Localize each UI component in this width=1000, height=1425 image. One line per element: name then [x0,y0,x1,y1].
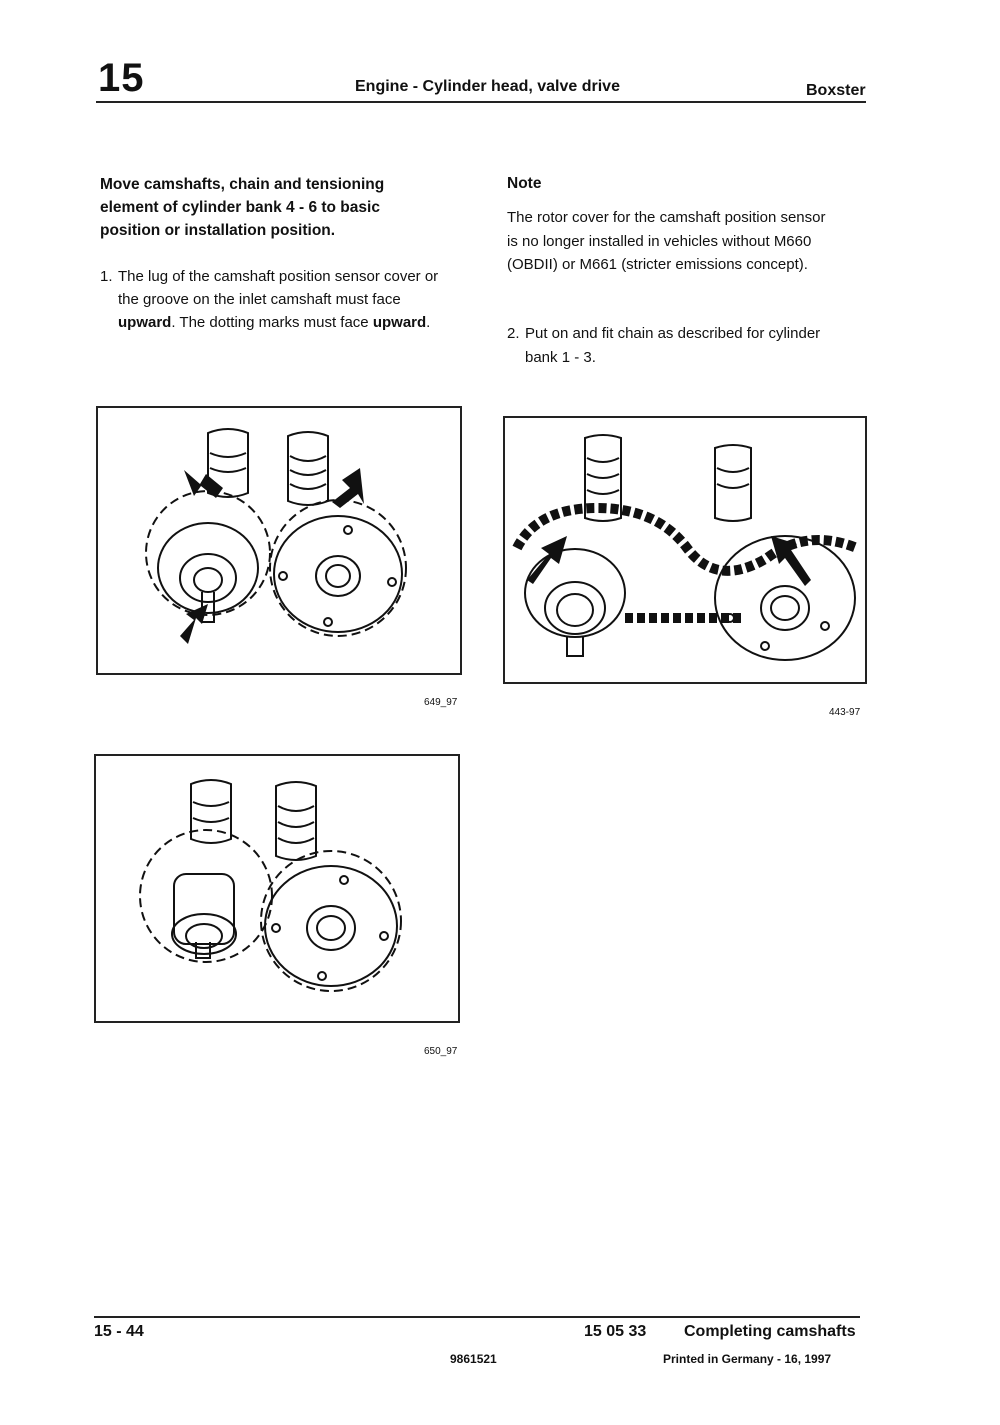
footer-rule [94,1316,860,1318]
procedure-heading: Move camshafts, chain and tensioning element of cylinder bank 4 - 6 to basic position or installation position. [100,176,385,239]
step-1-bold-b: upward [372,314,427,331]
document-number: 9861521 [450,1352,497,1366]
figure-3-reference: 650_97 [424,1046,458,1057]
figure-camshaft-sprockets-marked [96,406,462,675]
page-number: 15 - 44 [94,1323,144,1340]
figure-chain-fitted [503,416,867,684]
page-header-model: Boxster [806,82,866,99]
section-code: 15 05 33 [584,1323,647,1340]
note-body: The rotor cover for the camshaft position sensor is no longer installed in vehicles without M660 (OBDII) or M661 (stricter emissions concept). [507,209,826,273]
step-1-text-b: . The dotting marks must face [171,314,373,331]
camshaft-sprockets-illustration [98,408,460,673]
step-1-bold-a: upward [118,314,172,331]
step-2-number: 2. [507,325,520,342]
section-title: Completing camshafts [684,1323,856,1340]
camshaft-sprockets-basic-illustration [96,756,458,1021]
figure-camshaft-sprockets-basic [94,754,460,1023]
note-title: Note [507,175,542,192]
step-1 [100,265,440,334]
step-1-text [118,265,440,334]
chain-fitted-illustration [505,418,865,682]
step-2 [507,322,827,369]
step-1-number: 1. [100,268,113,285]
printed-note: Printed in Germany - 16, 1997 [663,1352,832,1366]
step-2-text: Put on and fit chain as described for cylinder bank 1 - 3. [525,325,821,366]
page-header-title: Engine - Cylinder head, valve drive [355,78,620,95]
figure-1-reference: 649_97 [424,697,458,708]
step-1-text-c: . [426,314,431,331]
figure-2-reference: 443-97 [829,707,861,718]
step-1-text-a: The lug of the camshaft position sensor cover or the groove on the inlet camshaft must face [118,268,439,308]
chapter-number: 15 [98,56,145,100]
header-rule [96,101,866,103]
